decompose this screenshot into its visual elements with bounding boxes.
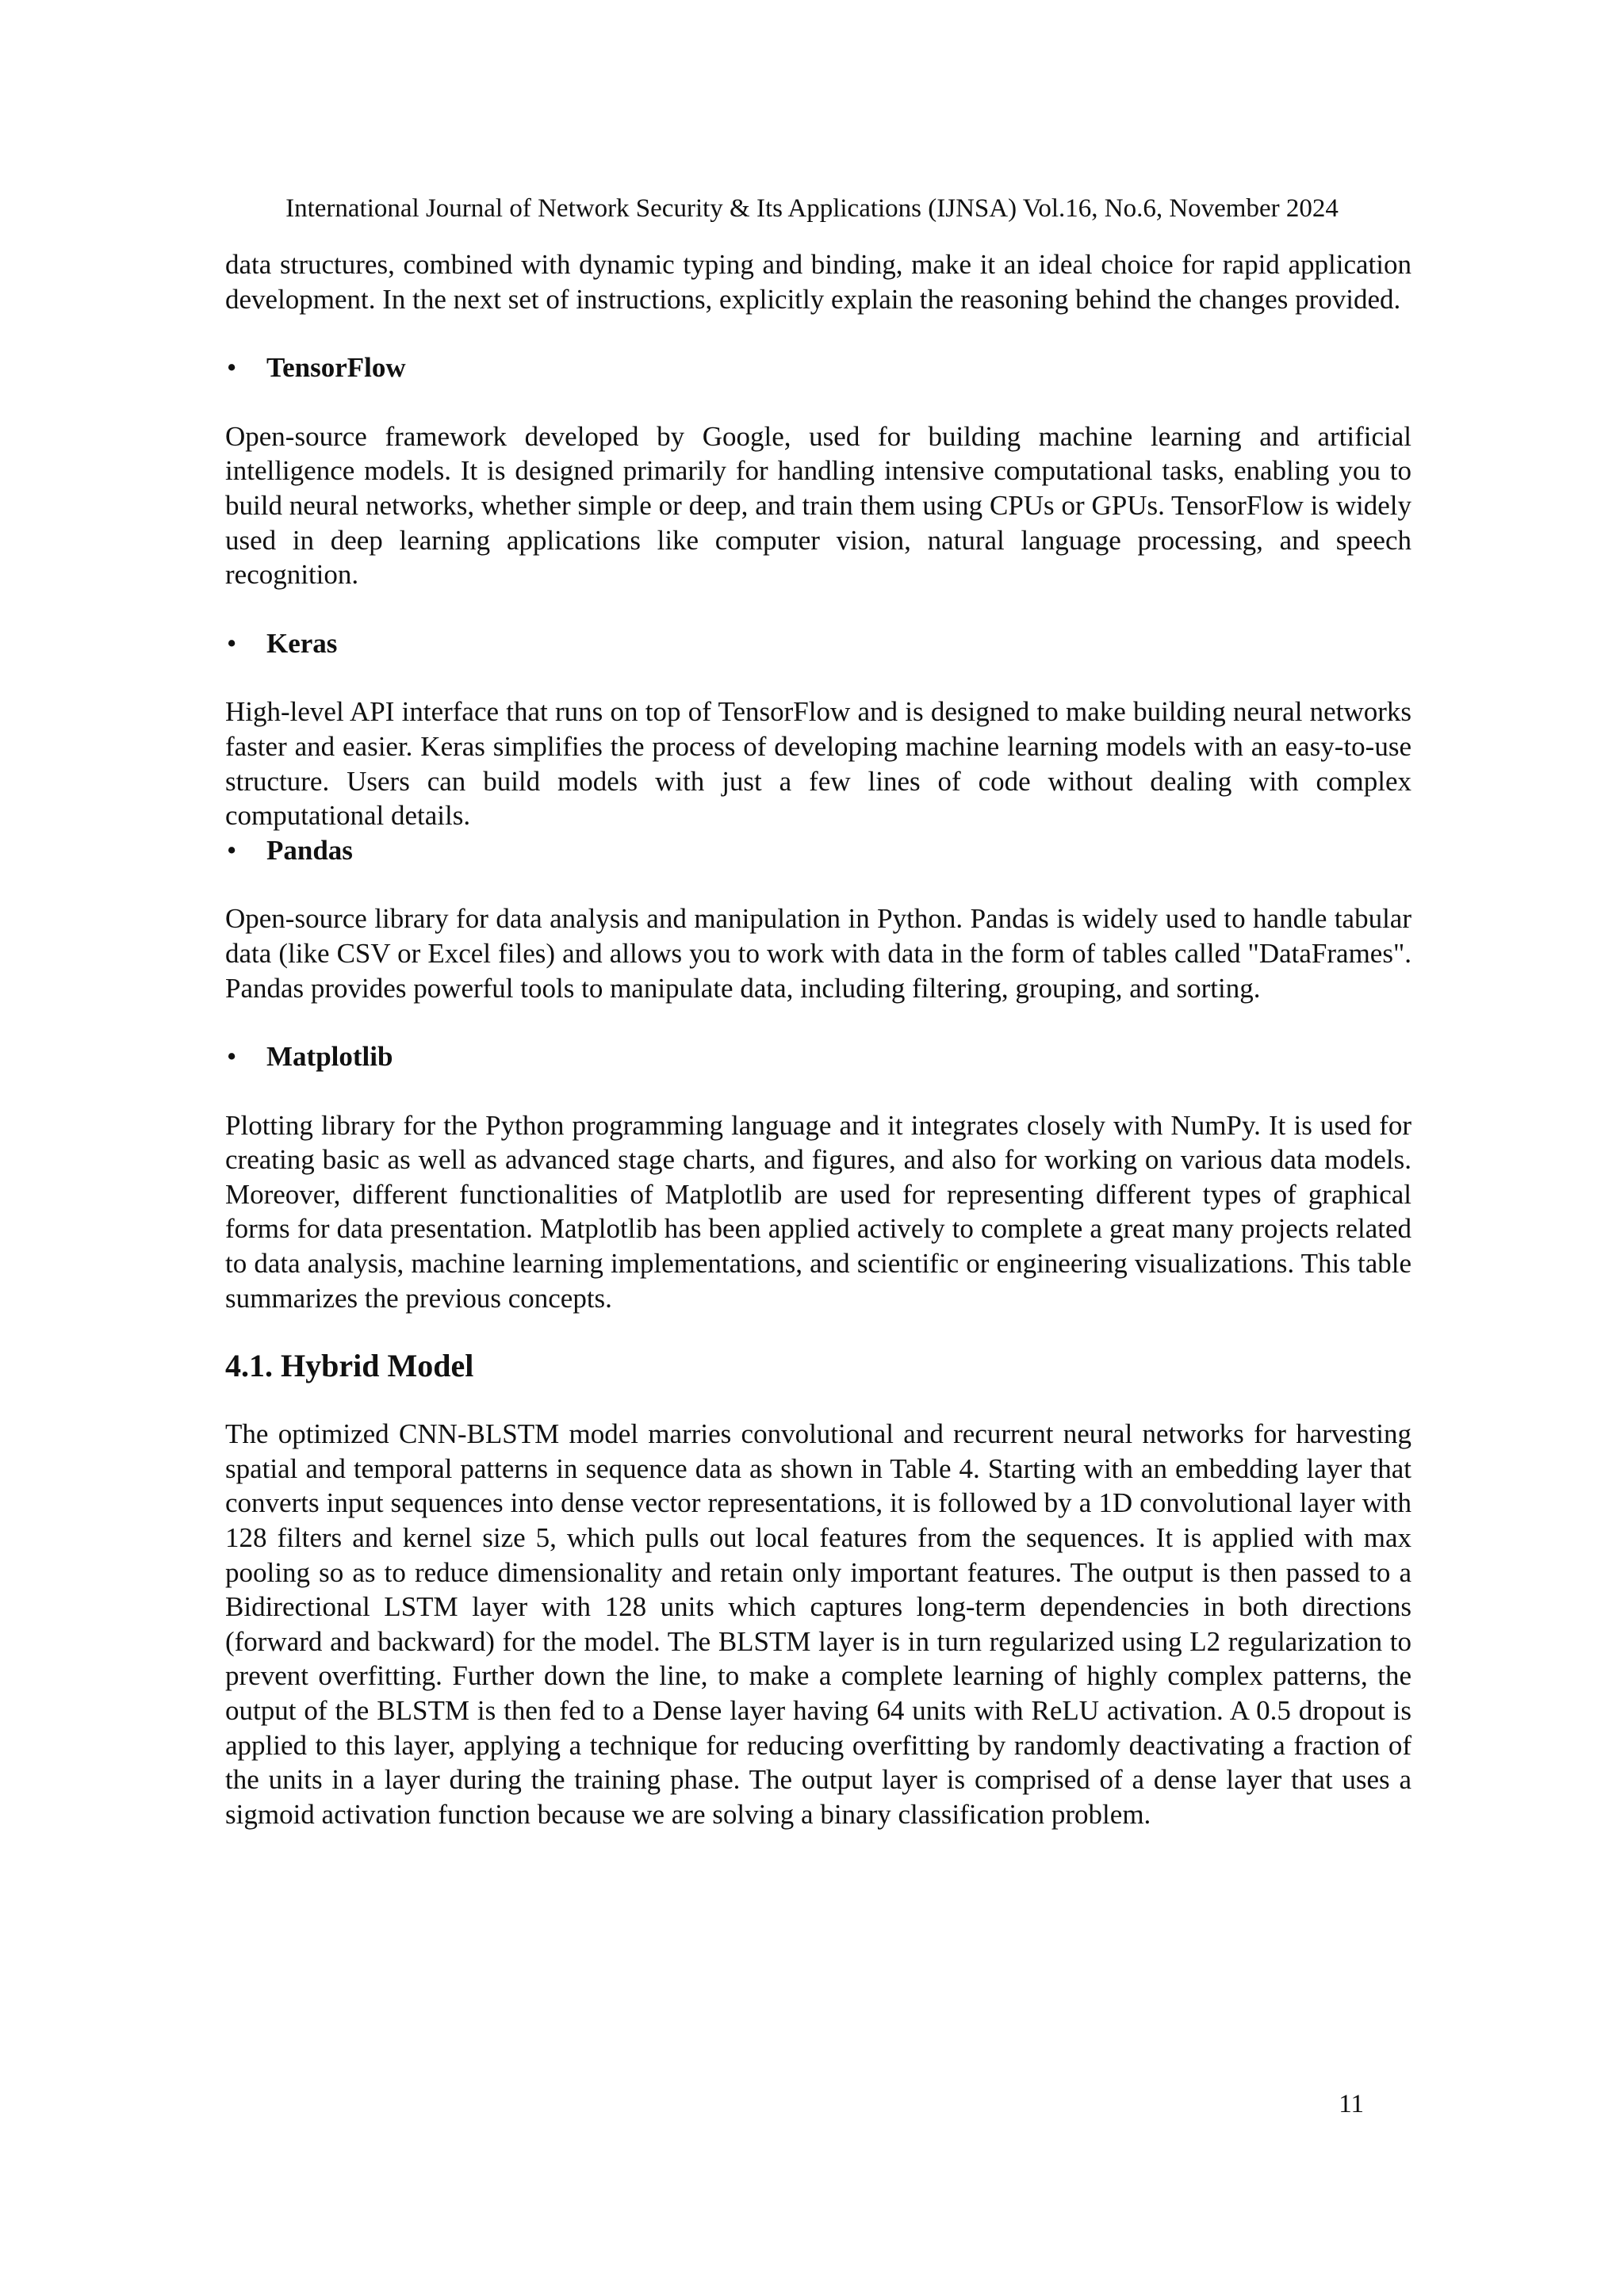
library-description-keras: High-level API interface that runs on top of TensorFlow and is designed to make building neural networks faster and easier. Keras simplifies the process of developing machine learning models with an easy-to-use structure. Users can build models with just a few lines of code without dealing with complex computational details. [225,696,1411,832]
spacer [225,867,1411,901]
bullet-heading-keras [225,626,1411,661]
library-title: Keras [266,627,338,659]
spacer [225,660,1411,695]
bullet-icon: • [227,627,237,659]
spacer [225,1385,1411,1417]
intro-paragraph: data structures, combined with dynamic typing and binding, make it an ideal choice for rapid application development. In the next set of instructions, explicitly explain the reasoning behind the changes provided. [225,249,1411,315]
spacer [225,1315,1411,1347]
bullet-heading-tensorflow [225,350,1411,385]
section-heading: 4.1. Hybrid Model [225,1348,474,1384]
bullet-icon: • [227,352,237,384]
section-paragraph: The optimized CNN-BLSTM model marries convolutional and recurrent neural networks for harvesting spatial and temporal patterns in sequence data as shown in Table 4. Starting with an embedding layer that converts input sequences into dense vector representations, it is followed by a 1D convolutional layer with 128 filters and kernel size 5, which pulls out local features from the sequences. It is applied with max pooling so as to reduce dimensionality and retain only important features. The output is then passed to a Bidirectional LSTM layer with 128 units which captures long-term dependencies in both directions (forward and backward) for the model. The BLSTM layer is in turn regularized using L2 regularization to prevent overfitting. Further down the line, to make a complete learning of highly complex patterns, the output of the BLSTM is then fed to a Dense layer having 64 units with ReLU activation. A 0.5 dropout is applied to this layer, applying a technique for reducing overfitting by randomly deactivating a fraction of the units in a layer during the training phase. The output layer is comprised of a dense layer that uses a sigmoid activation function because we are solving a binary classification problem. [225,1418,1411,1830]
bullet-heading-pandas [225,833,1411,868]
library-title: Pandas [266,834,353,866]
bullet-icon: • [227,834,237,866]
library-description-tensorflow: Open-source framework developed by Google, used for building machine learning and artificial intelligence models. It is designed primarily for handling intensive computational tasks, enabling you to build neural networks, whether simple or deep, and train them using CPUs or GPUs. TensorFlow is widely used in deep learning applications like computer vision, natural language processing, and speech recognition. [225,420,1411,591]
library-description-matplotlib: Plotting library for the Python programming language and it integrates closely with NumPy. It is used for creating basic as well as advanced stage charts, and figures, and also for working on various data models. Moreover, different functionalities of Matplotlib are used for representing different types of graphical forms for data presentation. Matplotlib has been applied actively to complete a great many projects related to data analysis, machine learning implementations, and scientific or engineering visualizations. This table summarizes the previous concepts. [225,1109,1411,1314]
spacer [225,316,1411,350]
page-number: 11 [1339,2090,1364,2118]
spacer [225,1074,1411,1108]
library-title: Matplotlib [266,1041,393,1073]
running-header: International Journal of Network Security & Its Applications (IJNSA) Vol.16, No.6, November 2024 [285,194,1339,223]
library-description-pandas: Open-source library for data analysis and manipulation in Python. Pandas is widely used to handle tabular data (like CSV or Excel files) and allows you to work with data in the form of tables called "DataFrames". Pandas provides powerful tools to manipulate data, including filtering, grouping, and sorting. [225,903,1411,1004]
library-title: TensorFlow [266,352,406,384]
page-body [225,247,1411,1831]
spacer [225,1005,1411,1039]
spacer [225,385,1411,419]
bullet-icon: • [227,1041,237,1073]
bullet-heading-matplotlib [225,1039,1411,1074]
spacer [225,592,1411,626]
